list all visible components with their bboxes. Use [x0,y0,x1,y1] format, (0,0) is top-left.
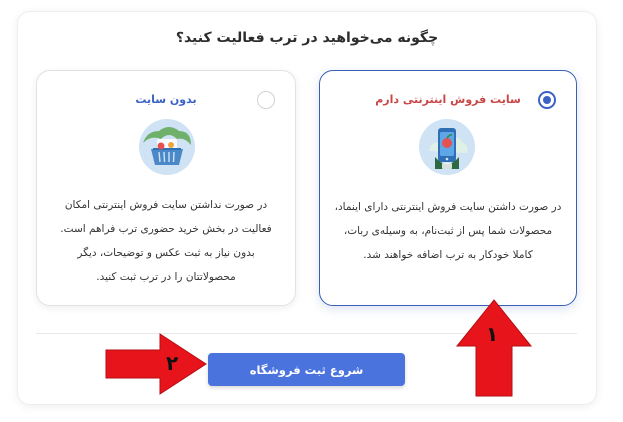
annotation-step-1: ۱ [486,322,499,346]
start-store-registration-button[interactable]: شروع ثبت فروشگاه [208,353,405,386]
annotation-arrow-up [455,298,533,398]
option-title-no-site: بدون سایت [135,93,197,106]
page-title: چگونه می‌خواهید در ترب فعالیت کنید؟ [175,30,439,46]
option-description-no-site [49,193,283,289]
description-line: کاملا خودکار به ترب اضافه خواهند شد. [363,249,533,261]
shopping-basket-icon [137,117,197,177]
annotation-step-2: ۲ [166,351,179,375]
phone-store-icon [417,117,477,177]
description-line: در صورت داشتن سایت فروش اینترنتی دارای اینماد، [334,201,562,213]
description-line: در صورت نداشتن سایت فروش اینترنتی امکان [64,199,268,211]
annotation-arrow-right [104,332,208,396]
option-card-no-site[interactable] [36,70,296,306]
description-line: محصولات شما پس از ثبت‌نام، به وسیله‌ی ربات، [343,225,553,237]
description-line: بدون نیاز به ثبت عکس و توضیحات، دیگر [77,247,255,259]
option-card-has-site[interactable] [319,70,577,306]
option-description-has-site [332,195,564,267]
description-line: محصولاتتان را در ترب ثبت کنید. [96,271,236,283]
option-title-has-site: سایت فروش اینترنتی دارم [375,93,521,106]
description-line: فعالیت در بخش خرید حضوری ترب فراهم است. [60,223,272,235]
